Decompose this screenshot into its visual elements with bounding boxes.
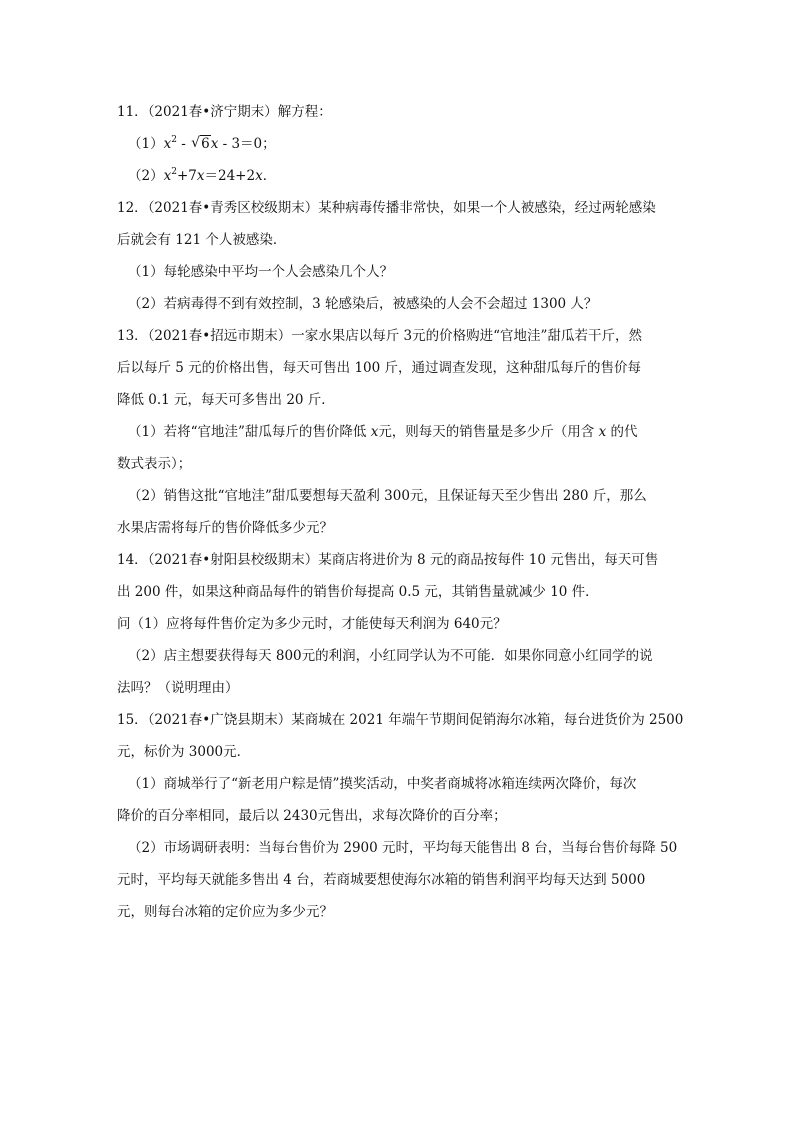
question-source: （2021春•青秀区校级期末） [147,200,319,216]
question-number: 13． [117,328,148,344]
question-13-part-2: （2）销售这批“官地洼”甜瓜要想每天盈利 300元，且保证每天至少售出 280 斤，那么 [128,488,647,504]
question-14-part-2: （2）店主想要获得每天 800元的利润，小红同学认为不可能．如果你同意小红同学的说 [128,648,653,664]
question-12-header [117,198,656,218]
question-15-line-2: 元，标价为 3000元． [117,744,251,760]
question-number: 14． [117,552,148,568]
question-source: （2021春•射阳县校级期末） [147,552,319,568]
question-13-header [117,326,642,346]
question-number: 11． [117,104,148,120]
question-15-part-1: （1）商城举行了“新老用户粽是情”摸奖活动，中奖者商城将冰箱连续两次降价，每次 [128,776,637,792]
question-14-line-2: 出 200 件，如果这种商品每件的销售价每提高 0.5 元，其销售量就减少 10 件． [117,584,599,600]
question-text: 解方程： [277,104,332,120]
question-15-part-2-cont: 元时，平均每天就能多售出 4 台，若商城要想使海尔冰箱的销售利润平均每天达到 5000 [117,872,646,888]
question-13-line-3: 降低 0.1 元，每天可多售出 20 斤． [117,392,335,408]
question-15-part-2-end: 元，则每台冰箱的定价应为多少元？ [117,904,333,920]
question-11-header [117,102,332,122]
question-source: （2021春•济宁期末） [147,104,278,120]
question-text: 某种病毒传播非常快，如果一个人被感染，经过两轮感染 [318,200,656,216]
question-text: 某商城在 2021 年端午节期间促销海尔冰箱，每台进货价为 2500 [291,712,684,728]
question-14-part-1: 问（1）应将每件售价定为多少元时，才能使每天利润为 640元？ [117,616,507,632]
question-15-part-1-cont: 降价的百分率相同，最后以 2430元售出，求每次降价的百分率； [117,808,507,824]
question-number: 12． [117,200,148,216]
question-source: （2021春•广饶县期末） [147,712,292,728]
question-14-part-2-cont: 法吗？（说明理由） [117,680,239,696]
sqrt-symbol: √ 6 [191,134,211,154]
question-12-part-2: （2）若病毒得不到有效控制，3 轮感染后，被感染的人会不会超过 1300 人？ [128,296,598,312]
question-11-part-1: $(1)x^2$ - √ 6x - 3＝0； [128,134,276,154]
question-15-part-2: （2）市场调研表明：当每台售价为 2900 元时，平均每天能售出 8 台，当每台售价每降 50 [128,840,678,856]
question-text: 某商店将进价为 8 元的商品按每件 10 元售出，每天可售 [318,552,659,568]
question-number: 15． [117,712,148,728]
question-13-line-2: 后以每斤 5 元的价格出售，每天可售出 100 斤，通过调查发现，这种甜瓜每斤的售价每 [117,360,642,376]
question-13-part-1-cont: 数式表示）； [117,456,192,472]
question-11-part-2: $(2)x^2+7x=24+2x$． [128,167,277,184]
question-13-part-2-cont: 水果店需将每斤的售价降低多少元？ [117,520,333,536]
question-14-header [117,550,658,570]
question-source: （2021春•招远市期末） [147,328,292,344]
question-12-line-2: 后就会有 121 个人被感染． [117,232,287,248]
question-13-part-1: （1）若将“官地洼”甜瓜每斤的售价降低 x元，则每天的销售量是多少斤（用含 x 的代 [128,424,638,440]
question-12-part-1: （1）每轮感染中平均一个人会感染几个人？ [128,264,394,280]
question-text: 一家水果店以每斤 3元的价格购进“官地洼”甜瓜若干斤，然 [291,328,642,344]
question-15-header [117,710,683,730]
